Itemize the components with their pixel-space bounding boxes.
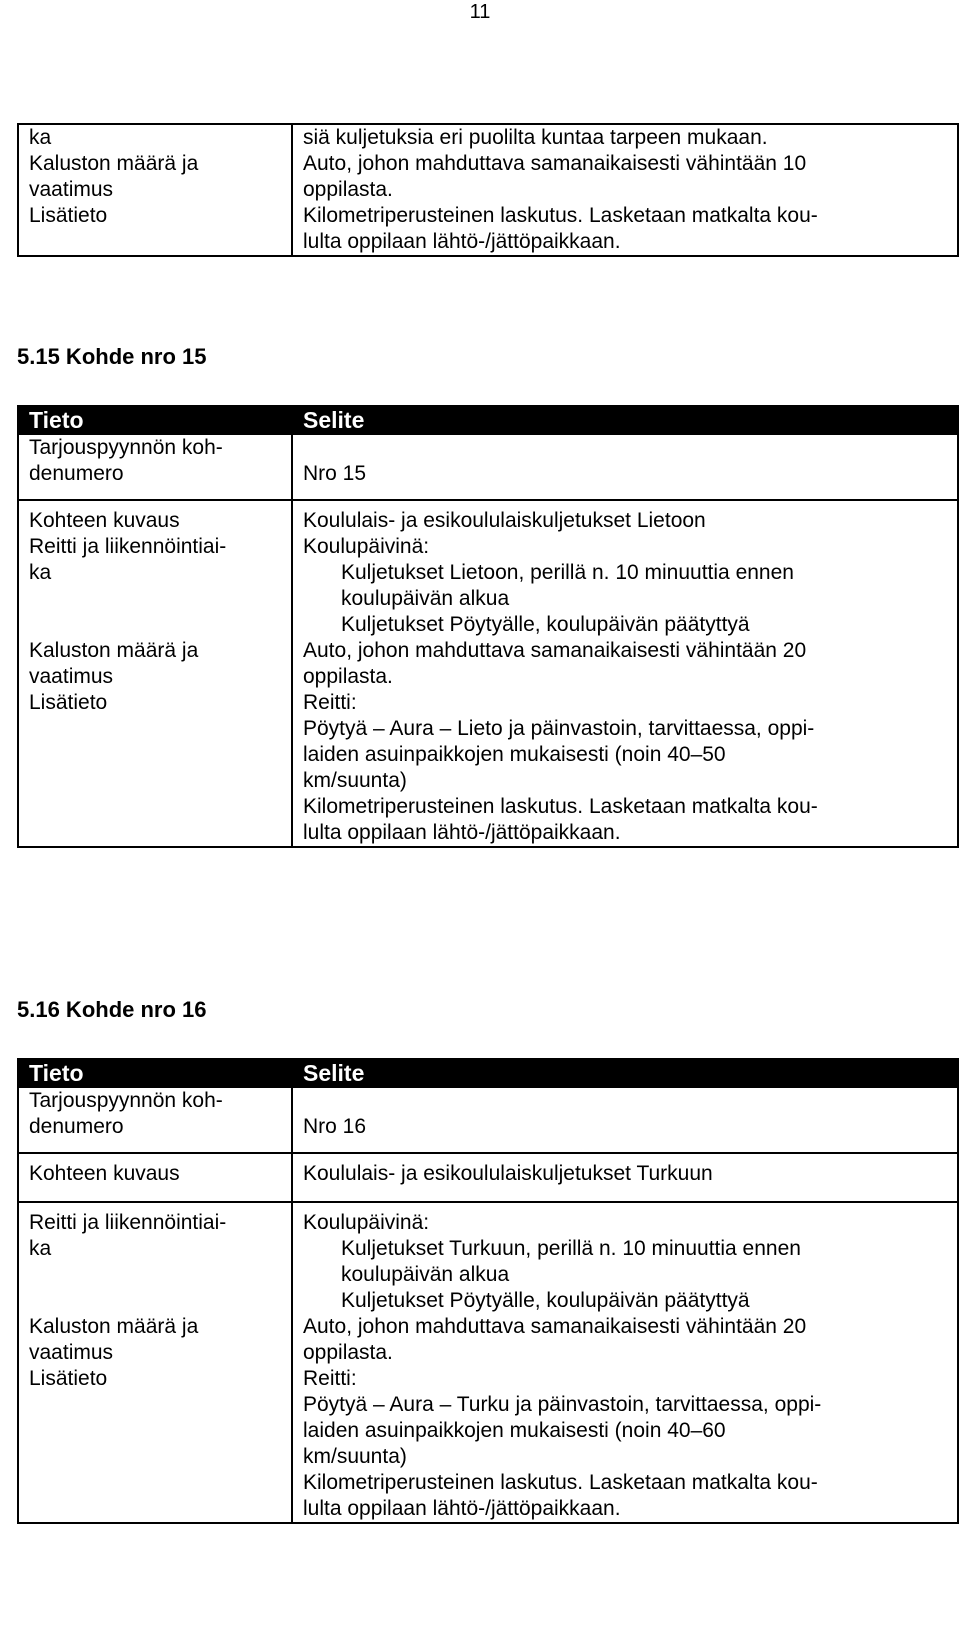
value-line: Kilometriperusteinen laskutus. Lasketaan matkalta kou- — [303, 1471, 818, 1494]
section-heading-15: 5.15 Kohde nro 15 — [17, 344, 207, 369]
table-header-row — [18, 1059, 958, 1087]
value-line: Pöytyä – Aura – Lieto ja päinvastoin, tarvittaessa, oppi- — [303, 717, 815, 740]
value-line: siä kuljetuksia eri puolilta kuntaa tarpeen mukaan. — [303, 126, 768, 149]
table-header-row — [18, 406, 958, 434]
header-selite: Selite — [292, 1059, 958, 1087]
value-line: Auto, johon mahduttava samanaikaisesti vähintään 20 — [303, 1315, 807, 1338]
label-line: Kohteen kuvaus — [29, 1162, 180, 1185]
label-line: vaatimus — [29, 178, 114, 201]
label-line: denumero — [29, 1115, 124, 1138]
value-line: Auto, johon mahduttava samanaikaisesti vähintään 20 — [303, 639, 807, 662]
label-line: Lisätieto — [29, 1367, 108, 1390]
row-value — [292, 1087, 958, 1153]
value-line: Kuljetukset Lietoon, perillä n. 10 minuuttia ennen — [341, 561, 794, 584]
header-selite: Selite — [292, 406, 958, 434]
value-line: km/suunta) — [303, 769, 407, 792]
value-line: Kuljetukset Pöytyälle, koulupäivän päätyttyä — [341, 1289, 750, 1312]
value-line: Nro 15 — [303, 462, 367, 485]
value-line: Kuljetukset Pöytyälle, koulupäivän päätyttyä — [341, 613, 750, 636]
value-line: km/suunta) — [303, 1445, 407, 1468]
label-line: ka — [29, 1237, 52, 1260]
row-value — [292, 1153, 958, 1202]
value-line: koulupäivän alkua — [341, 587, 510, 610]
label-line: Kaluston määrä ja — [29, 1315, 199, 1338]
label-line: ka — [29, 126, 52, 149]
row-label — [18, 500, 292, 847]
row-value — [292, 1202, 958, 1523]
table-row — [18, 434, 958, 500]
label-line: Kaluston määrä ja — [29, 152, 199, 175]
label-line: Lisätieto — [29, 204, 108, 227]
row-label — [18, 434, 292, 500]
value-line: laiden asuinpaikkojen mukaisesti (noin 40–60 — [303, 1419, 726, 1442]
value-line: lulta oppilaan lähtö-/jättöpaikkaan. — [303, 230, 621, 253]
value-line: Auto, johon mahduttava samanaikaisesti vähintään 10 — [303, 152, 807, 175]
label-line: Lisätieto — [29, 691, 108, 714]
value-line: Kilometriperusteinen laskutus. Lasketaan matkalta kou- — [303, 204, 818, 227]
value-line: koulupäivän alkua — [341, 1263, 510, 1286]
label-line: Tarjouspyynnön koh- — [29, 1089, 223, 1112]
label-line: denumero — [29, 462, 124, 485]
label-line: Kaluston määrä ja — [29, 639, 199, 662]
previous-section-table — [17, 123, 959, 257]
row-label — [18, 1087, 292, 1153]
table-row — [18, 1087, 958, 1153]
section-heading-16: 5.16 Kohde nro 16 — [17, 997, 207, 1022]
value-line: lulta oppilaan lähtö-/jättöpaikkaan. — [303, 1497, 621, 1520]
header-tieto: Tieto — [18, 406, 292, 434]
table-row — [18, 1202, 958, 1523]
header-tieto: Tieto — [18, 1059, 292, 1087]
label-line: Reitti ja liikennöintiai- — [29, 1211, 227, 1234]
table-row — [18, 1153, 958, 1202]
label-line: vaatimus — [29, 665, 114, 688]
row-label — [18, 1153, 292, 1202]
value-line: Kilometriperusteinen laskutus. Lasketaan matkalta kou- — [303, 795, 818, 818]
label-line: Kohteen kuvaus — [29, 509, 180, 532]
value-line: Koulupäivinä: — [303, 1211, 430, 1234]
row-value — [292, 500, 958, 847]
table-row — [18, 124, 958, 256]
page-number: 11 — [469, 1, 491, 23]
table-row — [18, 500, 958, 847]
kohde-16-table — [17, 1058, 959, 1524]
value-line: Kuljetukset Turkuun, perillä n. 10 minuuttia ennen — [341, 1237, 801, 1260]
kohde-15-table — [17, 405, 959, 848]
value-line: Reitti: — [303, 1367, 357, 1390]
row-value — [292, 124, 958, 256]
value-line: Reitti: — [303, 691, 357, 714]
value-line: oppilasta. — [303, 1341, 393, 1364]
value-line: Pöytyä – Aura – Turku ja päinvastoin, tarvittaessa, oppi- — [303, 1393, 822, 1416]
value-line: oppilasta. — [303, 665, 393, 688]
value-line: Nro 16 — [303, 1115, 367, 1138]
value-line: Koululais- ja esikoululaiskuljetukset Turkuun — [303, 1162, 713, 1185]
label-line: ka — [29, 561, 52, 584]
label-line: Tarjouspyynnön koh- — [29, 436, 223, 459]
row-label — [18, 1202, 292, 1523]
label-line: Reitti ja liikennöintiai- — [29, 535, 227, 558]
value-line: Koululais- ja esikoululaiskuljetukset Lietoon — [303, 509, 706, 532]
value-line: Koulupäivinä: — [303, 535, 430, 558]
label-line: vaatimus — [29, 1341, 114, 1364]
value-line: lulta oppilaan lähtö-/jättöpaikkaan. — [303, 821, 621, 844]
row-label — [18, 124, 292, 256]
value-line: laiden asuinpaikkojen mukaisesti (noin 40–50 — [303, 743, 726, 766]
row-value — [292, 434, 958, 500]
value-line: oppilasta. — [303, 178, 393, 201]
